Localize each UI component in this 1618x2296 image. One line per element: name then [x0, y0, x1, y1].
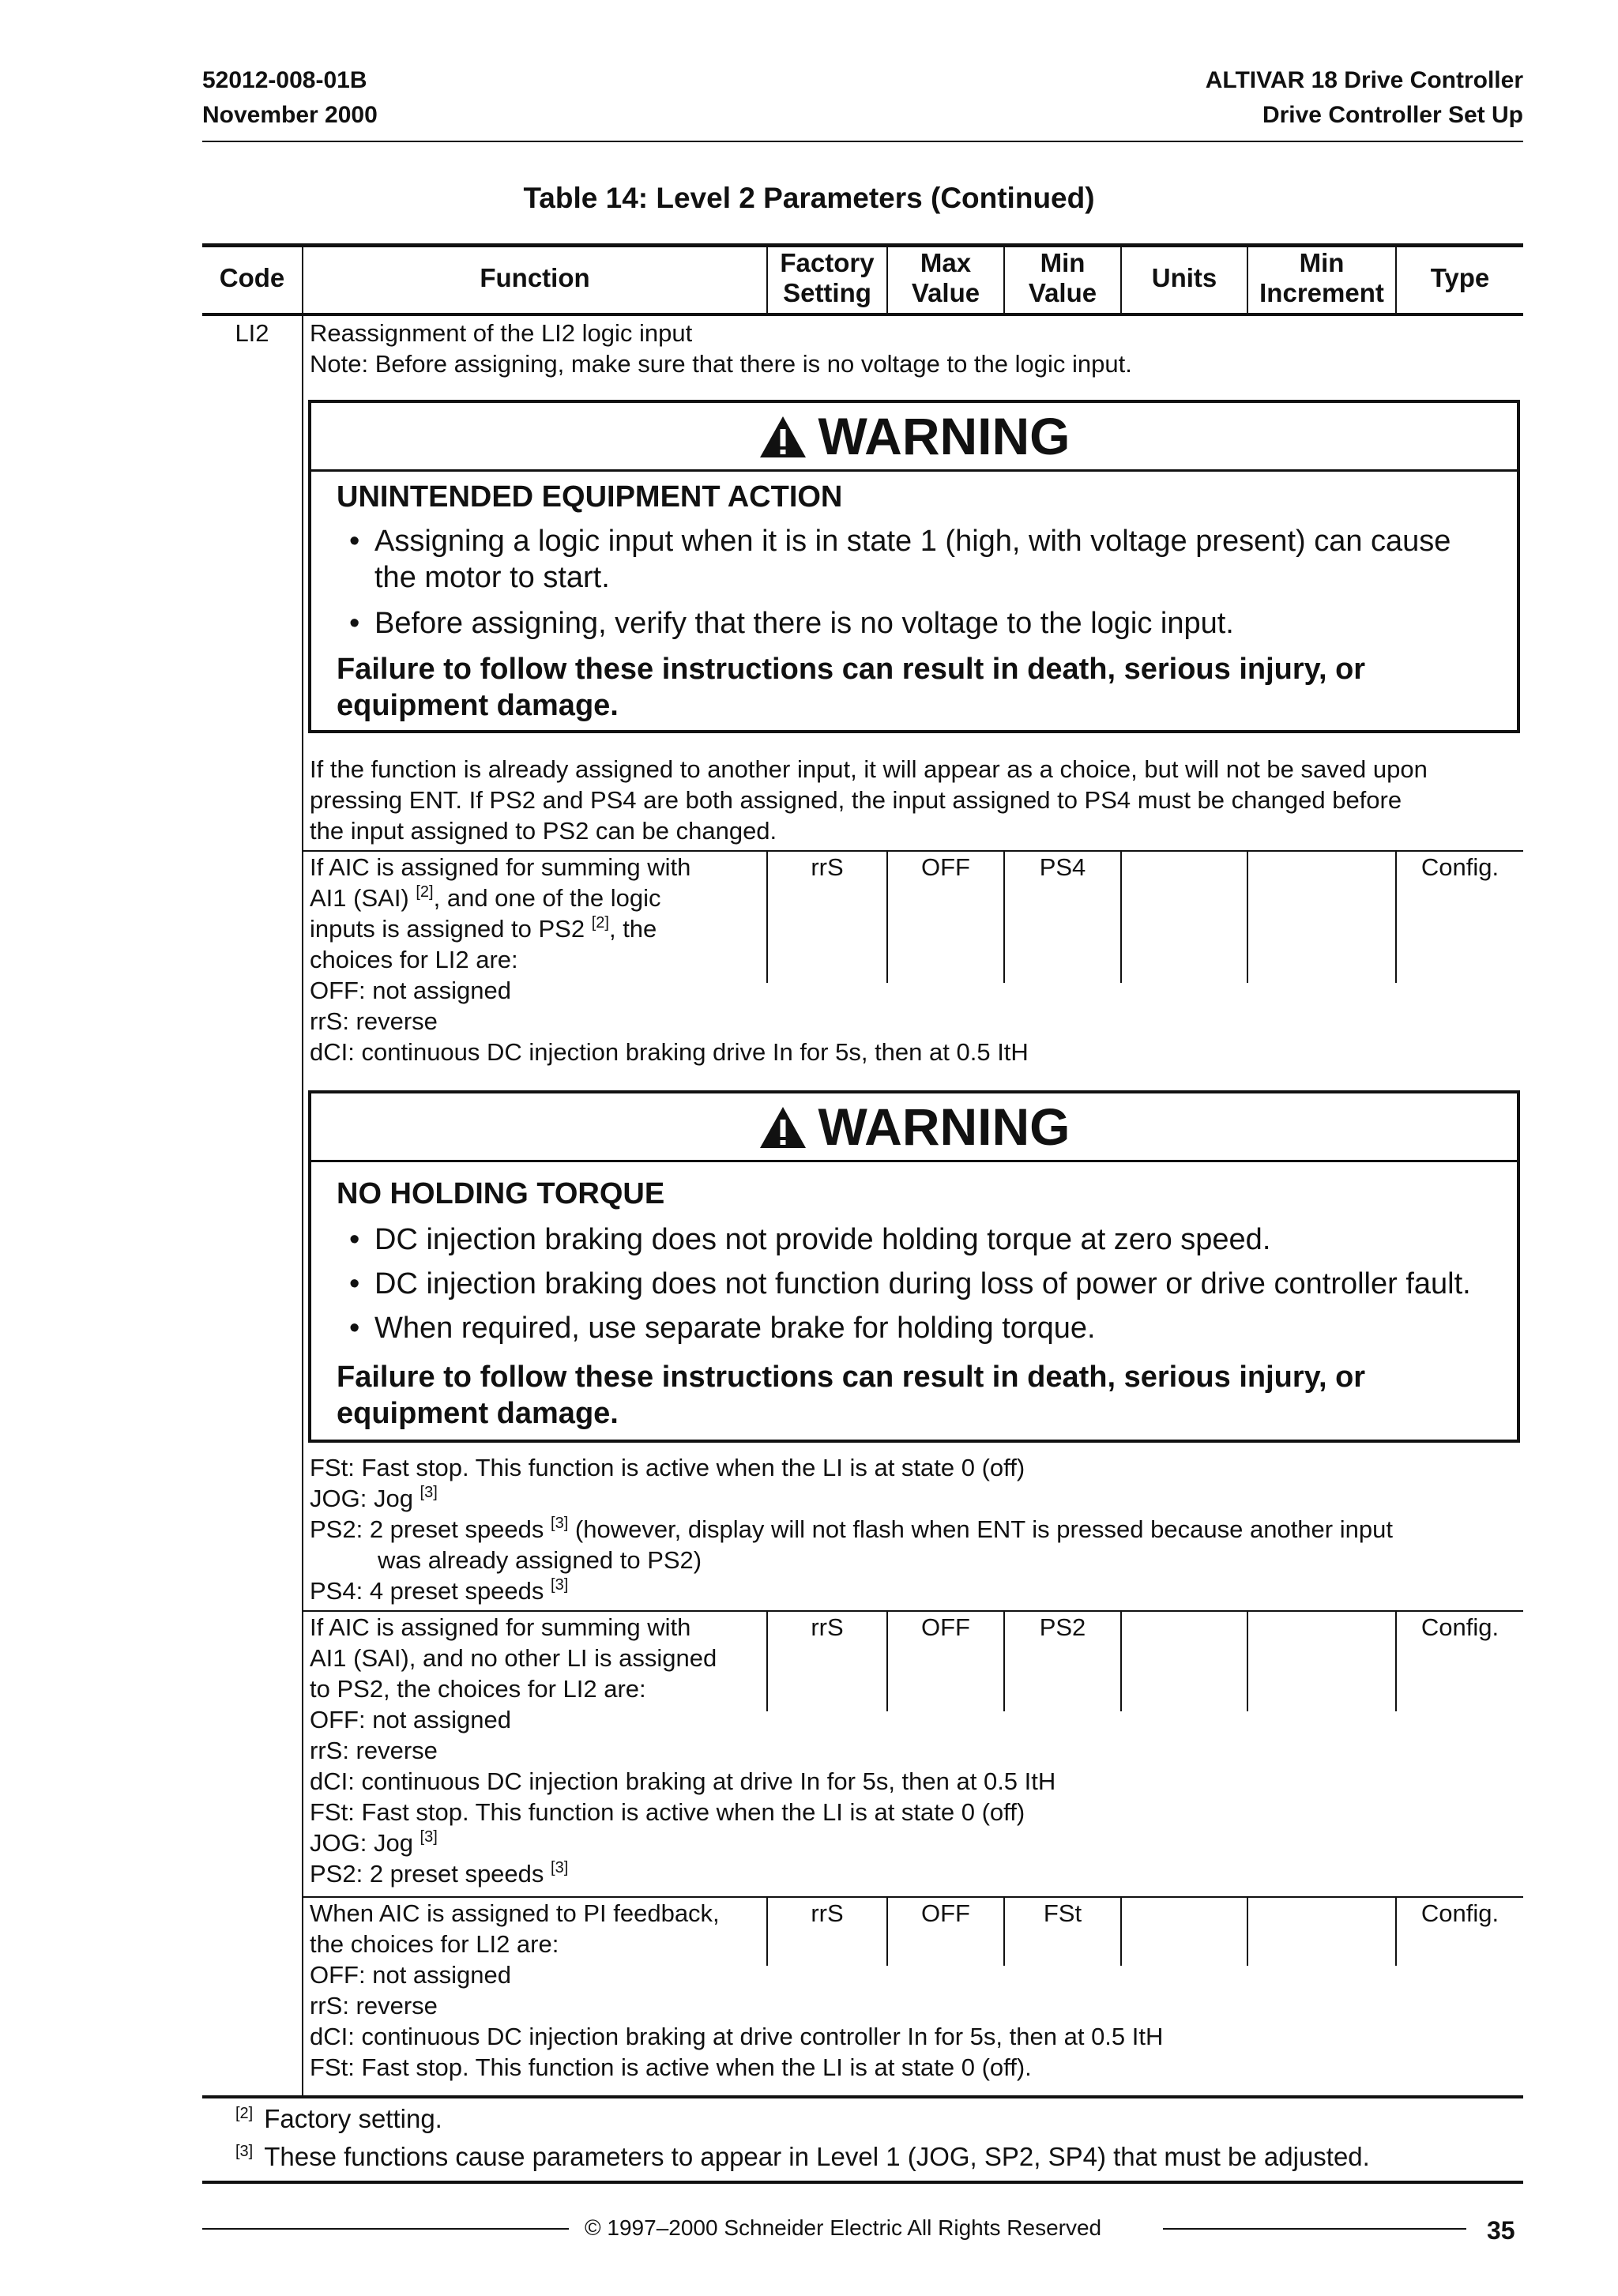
col-header-factory: Factory Setting: [780, 248, 875, 307]
row1-line: OFF: not assigned: [310, 977, 512, 1004]
doc-number: 52012-008-01B: [202, 67, 367, 93]
choice-jog: JOG: Jog [3]: [310, 1484, 438, 1512]
row2-line: dCI: continuous DC injection braking at drive In for 5s, then at 0.5 ItH: [310, 1767, 1056, 1795]
warning-bullet: • When required, use separate brake for holding torque.: [349, 1312, 1096, 1345]
col-header-code: Code: [219, 263, 285, 292]
col-sep: [1247, 852, 1248, 983]
copyright: © 1997–2000 Schneider Electric All Rights Reserved: [585, 2215, 1102, 2240]
product-name: ALTIVAR 18 Drive Controller: [1205, 67, 1523, 93]
parameter-code: LI2: [235, 319, 269, 347]
row1-line: rrS: reverse: [310, 1007, 438, 1035]
col-sep: [1247, 1898, 1248, 1966]
header-rule: [202, 141, 1523, 142]
row3-type: Config.: [1420, 1899, 1499, 1927]
row2-factory-setting: rrS: [811, 1613, 844, 1641]
col-header-min-increment: Min Increment: [1259, 248, 1384, 307]
row2-line: rrS: reverse: [310, 1737, 438, 1764]
footnote-3: [3] These functions cause parameters to appear in Level 1 (JOG, SP2, SP4) that must be adjusted.: [235, 2142, 1370, 2171]
row2-type: Config.: [1420, 1613, 1499, 1641]
warning-bullet: • DC injection braking does not provide holding torque at zero speed.: [349, 1223, 1271, 1256]
row2-line: to PS2, the choices for LI2 are:: [310, 1675, 646, 1703]
section-name: Drive Controller Set Up: [1262, 102, 1523, 128]
row3-max-value: OFF: [921, 1899, 970, 1927]
intro-note: Note: Before assigning, make sure that there is no voltage to the logic input.: [310, 350, 1132, 378]
warning-header: WARNING: [311, 403, 1517, 472]
warning-subtitle: NO HOLDING TORQUE: [337, 1177, 665, 1210]
row3-line: the choices for LI2 are:: [310, 1930, 559, 1958]
footnote-rule: [202, 2181, 1523, 2184]
warning-consequence: Failure to follow these instructions can result in death, serious injury, or: [337, 1361, 1366, 1394]
col-sep: [1120, 1898, 1122, 1966]
code-col-rule: [302, 314, 303, 2097]
col-sep: [1247, 1612, 1248, 1711]
row1-factory-setting: rrS: [811, 853, 844, 881]
choice-ps4: PS4: 4 preset speeds [3]: [310, 1576, 569, 1605]
warning-consequence: Failure to follow these instructions can result in death, serious injury, or: [337, 653, 1366, 686]
col-header-min: Min Value: [1028, 248, 1097, 307]
page-number: 35: [1487, 2216, 1515, 2245]
col-sep: [1120, 1612, 1122, 1711]
warning-consequence-cont: equipment damage.: [337, 1397, 619, 1430]
row3-line: rrS: reverse: [310, 1992, 438, 2019]
footnote-2: [2] Factory setting.: [235, 2104, 442, 2133]
warning-bullet: • Before assigning, verify that there is no voltage to the logic input.: [349, 607, 1234, 640]
warning-triangle-icon: [758, 415, 807, 459]
doc-date: November 2000: [202, 102, 378, 128]
row2-line: OFF: not assigned: [310, 1706, 512, 1733]
choice-fst: FSt: Fast stop. This function is active when the LI is at state 0 (off): [310, 1454, 1025, 1481]
assignment-note: pressing ENT. If PS2 and PS4 are both assigned, the input assigned to PS4 must be changed before: [310, 786, 1402, 814]
footer-rule-left: [202, 2228, 569, 2230]
table-title: Table 14: Level 2 Parameters (Continued): [523, 182, 1095, 214]
row3-line: dCI: continuous DC injection braking at drive controller In for 5s, then at 0.5 ItH: [310, 2023, 1164, 2050]
row1-max-value: OFF: [921, 853, 970, 881]
row1-line: If AIC is assigned for summing with: [310, 853, 691, 881]
col-header-type: Type: [1430, 263, 1490, 292]
row3-min-value: FSt: [1043, 1899, 1082, 1927]
warning-subtitle: UNINTENDED EQUIPMENT ACTION: [337, 480, 843, 514]
table-bottom-rule: [202, 2095, 1523, 2098]
row1-line: choices for LI2 are:: [310, 946, 518, 973]
row1-min-value: PS4: [1039, 853, 1086, 881]
assignment-note: If the function is already assigned to another input, it will appear as a choice, but will not be saved upon: [310, 755, 1428, 783]
row3-factory-setting: rrS: [811, 1899, 844, 1927]
intro-line: Reassignment of the LI2 logic input: [310, 319, 693, 347]
choice-ps2: PS2: 2 preset speeds [3] (however, display will not flash when ENT is pressed because another input: [310, 1515, 1393, 1543]
table-header-rule: [202, 313, 1523, 316]
warning-bullet: • DC injection braking does not function during loss of power or drive controller fault.: [349, 1267, 1471, 1300]
warning-bullet-cont: the motor to start.: [374, 561, 610, 594]
col-header-units: Units: [1151, 263, 1217, 292]
row1-line: AI1 (SAI) [2], and one of the logic: [310, 883, 661, 912]
warning-box-unintended-action: [308, 400, 1520, 733]
row2-line: If AIC is assigned for summing with: [310, 1613, 691, 1641]
row2-line: PS2: 2 preset speeds [3]: [310, 1859, 569, 1888]
warning-triangle-icon: [758, 1105, 807, 1150]
row3-line: FSt: Fast stop. This function is active when the LI is at state 0 (off).: [310, 2053, 1032, 2081]
choice-ps2-cont: was already assigned to PS2): [378, 1546, 702, 1574]
footer-rule-right: [1163, 2228, 1466, 2230]
col-sep: [1120, 852, 1122, 983]
row2-max-value: OFF: [921, 1613, 970, 1641]
row1-line: dCI: continuous DC injection braking drive In for 5s, then at 0.5 ItH: [310, 1038, 1029, 1066]
row3-line: OFF: not assigned: [310, 1961, 512, 1989]
warning-bullet: • Assigning a logic input when it is in state 1 (high, with voltage present) can cause: [349, 525, 1451, 558]
table-top-rule: [202, 243, 1523, 247]
col-header-function: Function: [480, 263, 590, 292]
row1-type: Config.: [1420, 853, 1499, 881]
row2-line: FSt: Fast stop. This function is active when the LI is at state 0 (off): [310, 1798, 1025, 1826]
warning-box-no-holding-torque: [308, 1090, 1520, 1443]
warning-header: WARNING: [311, 1093, 1517, 1162]
row1-line: inputs is assigned to PS2 [2], the: [310, 914, 657, 943]
row2-min-value: PS2: [1039, 1613, 1086, 1641]
assignment-note: the input assigned to PS2 can be changed.: [310, 817, 777, 845]
row2-line: JOG: Jog [3]: [310, 1828, 438, 1857]
col-header-max: Max Value: [911, 248, 980, 307]
row3-line: When AIC is assigned to PI feedback,: [310, 1899, 720, 1927]
row2-line: AI1 (SAI), and no other LI is assigned: [310, 1644, 717, 1672]
warning-consequence-cont: equipment damage.: [337, 689, 619, 722]
